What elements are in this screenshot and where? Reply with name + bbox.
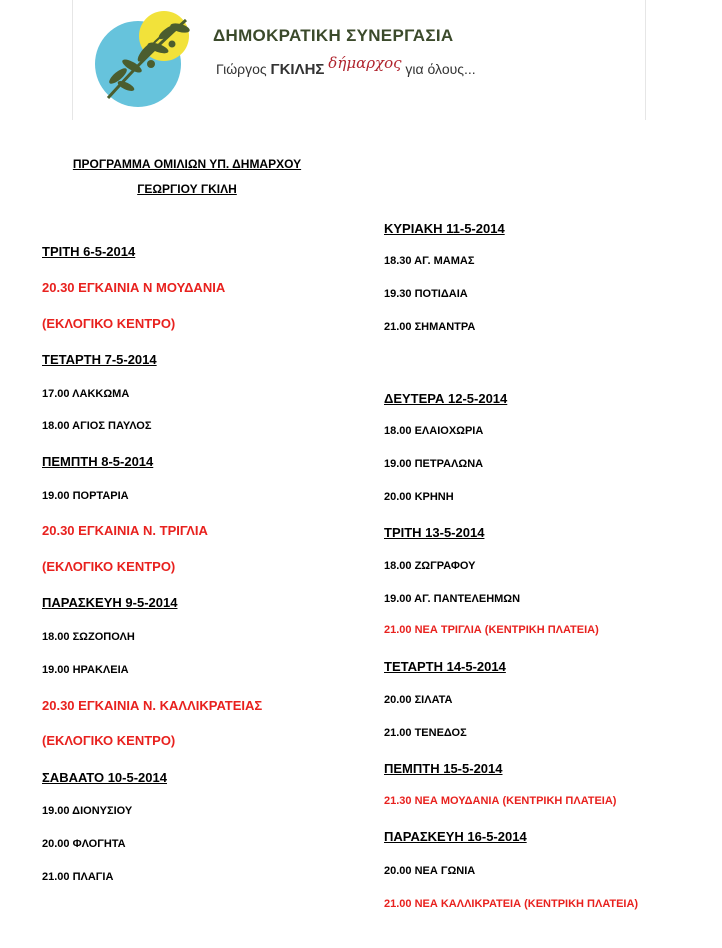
- schedule-event: 20.30 ΕΓΚΑΙΝΙΑ Ν. ΤΡΙΓΛΙΑ: [42, 523, 208, 538]
- schedule-event: 19.00 ΠΟΡΤΑΡΙΑ: [42, 490, 129, 502]
- schedule-event: 21.00 ΝΕΑ ΤΡΙΓΛΙΑ (ΚΕΝΤΡΙΚΗ ΠΛΑΤΕΙΑ): [384, 624, 599, 636]
- schedule-event: 20.00 ΝΕΑ ΓΩΝΙΑ: [384, 865, 476, 877]
- schedule-day-heading: ΠΑΡΑΣΚΕΥΗ 16-5-2014: [384, 829, 527, 844]
- schedule-event: 18.00 ΑΓΙΟΣ ΠΑΥΛΟΣ: [42, 420, 152, 432]
- schedule-day-heading: ΤΕΤΑΡΤΗ 14-5-2014: [384, 659, 506, 674]
- schedule-event: (ΕΚΛΟΓΙΚΟ ΚΕΝΤΡΟ): [42, 316, 176, 331]
- olive-branch-icon: [88, 6, 198, 110]
- schedule-day-heading: ΔΕΥΤΕΡΑ 12-5-2014: [384, 391, 508, 406]
- schedule-day-heading: ΠΕΜΠΤΗ 8-5-2014: [42, 454, 154, 469]
- schedule-event: 18.00 ΣΩΖΟΠΟΛΗ: [42, 631, 135, 643]
- schedule-day-heading: ΤΡΙΤΗ 6-5-2014: [42, 244, 136, 259]
- schedule-event: 19.00 ΠΕΤΡΑΛΩΝΑ: [384, 458, 484, 470]
- schedule-event: 20.00 ΦΛΟΓΗΤΑ: [42, 838, 126, 850]
- schedule-day-heading: ΣΑΒΑΑΤΟ 10-5-2014: [42, 770, 167, 785]
- tagline-suffix: για όλους...: [401, 61, 476, 77]
- header-banner: [72, 0, 646, 120]
- schedule-day-heading: ΠΑΡΑΣΚΕΥΗ 9-5-2014: [42, 595, 178, 610]
- schedule-event: 19.30 ΠΟΤΙΔΑΙΑ: [384, 288, 468, 300]
- schedule-event: 21.00 ΣΗΜΑΝΤΡΑ: [384, 321, 476, 333]
- schedule-event: 19.00 ΗΡΑΚΛΕΙΑ: [42, 664, 129, 676]
- schedule-event: 18.00 ΖΩΓΡΑΦΟΥ: [384, 560, 476, 572]
- schedule-day-heading: ΚΥΡΙΑΚΗ 11-5-2014: [384, 221, 505, 236]
- schedule-event: 19.00 ΔΙΟΝΥΣΙΟΥ: [42, 805, 133, 817]
- document-title: [40, 152, 334, 202]
- candidate-role: δήμαρχος: [328, 54, 402, 72]
- schedule-event: (ΕΚΛΟΓΙΚΟ ΚΕΝΤΡΟ): [42, 559, 176, 574]
- schedule-day-heading: ΠΕΜΠΤΗ 15-5-2014: [384, 761, 503, 776]
- schedule-event: 21.00 ΤΕΝΕΔΟΣ: [384, 727, 467, 739]
- schedule-event: 19.00 ΑΓ. ΠΑΝΤΕΛΕΗΜΩΝ: [384, 593, 521, 605]
- schedule-event: 20.00 ΣΙΛΑΤΑ: [384, 694, 453, 706]
- schedule-event: (ΕΚΛΟΓΙΚΟ ΚΕΝΤΡΟ): [42, 733, 176, 748]
- schedule-event: 17.00 ΛΑΚΚΩΜΑ: [42, 388, 130, 400]
- schedule-event: 21.30 ΝΕΑ ΜΟΥΔΑΝΙΑ (ΚΕΝΤΡΙΚΗ ΠΛΑΤΕΙΑ): [384, 795, 617, 807]
- schedule-event: 18.00 ΕΛΑΙΟΧΩΡΙΑ: [384, 425, 484, 437]
- schedule-event: 20.30 ΕΓΚΑΙΝΙΑ Ν ΜΟΥΔΑΝΙΑ: [42, 280, 226, 295]
- schedule-event: 21.00 ΝΕΑ ΚΑΛΛΙΚΡΑΤΕΙΑ (ΚΕΝΤΡΙΚΗ ΠΛΑΤΕΙΑ): [384, 898, 639, 910]
- tagline: [216, 54, 476, 78]
- schedule-event: 21.00 ΠΛΑΓΙΑ: [42, 871, 114, 883]
- title-line-2: ΓΕΩΡΓΙΟΥ ΓΚΙΛΗ: [137, 182, 237, 196]
- schedule-event: 20.30 ΕΓΚΑΙΝΙΑ Ν. ΚΑΛΛΙΚΡΑΤΕΙΑΣ: [42, 698, 263, 713]
- tagline-prefix: Γιώργος: [216, 61, 271, 77]
- schedule-day-heading: ΤΕΤΑΡΤΗ 7-5-2014: [42, 352, 157, 367]
- title-line-1: ΠΡΟΓΡΑΜΜΑ ΟΜΙΛΙΩΝ ΥΠ. ΔΗΜΑΡΧΟΥ: [72, 157, 302, 171]
- schedule-event: 20.00 ΚΡΗΝΗ: [384, 491, 454, 503]
- candidate-name: ΓΚΙΛΗΣ: [270, 61, 325, 78]
- organization-name: ΔΗΜΟΚΡΑΤΙΚΗ ΣΥΝΕΡΓΑΣΙΑ: [213, 26, 454, 45]
- schedule-event: 18.30 ΑΓ. ΜΑΜΑΣ: [384, 255, 475, 267]
- schedule-day-heading: ΤΡΙΤΗ 13-5-2014: [384, 525, 485, 540]
